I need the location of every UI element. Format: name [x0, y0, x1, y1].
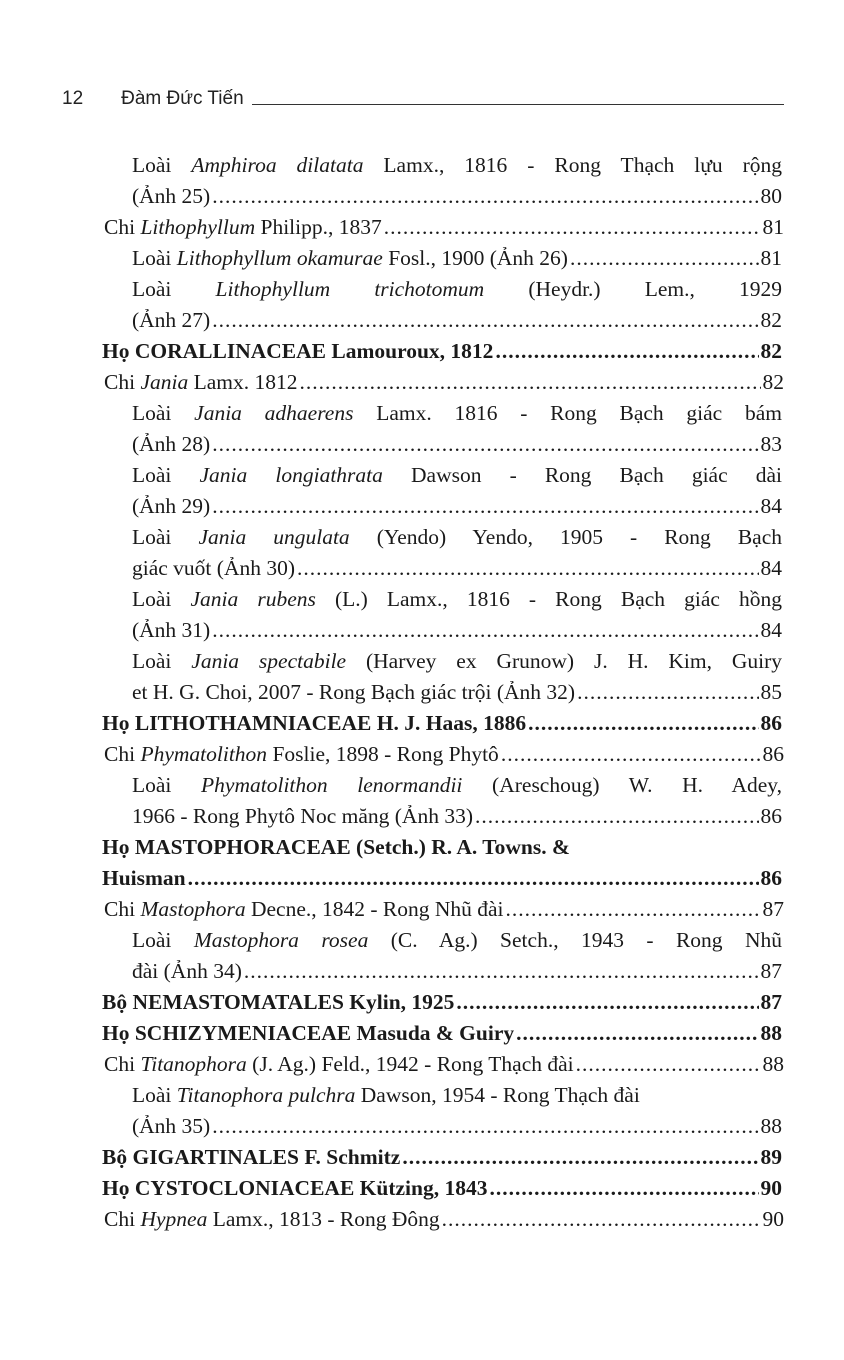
dot-leader: [212, 305, 758, 336]
toc-page-number: 88: [760, 1021, 782, 1045]
toc-entry-first-line: Loài Lithophyllum trichotomum (Heydr.) Lem., 1929: [132, 277, 782, 301]
toc-entry-line: [102, 1018, 782, 1049]
page-header: [62, 84, 784, 110]
table-of-contents: [0, 150, 844, 1235]
taxon-name: Lithophyllum trichotomum: [215, 277, 485, 301]
toc-entry-first-line: Loài Jania longiathrata Dawson - Rong Bạch giác dài: [132, 463, 783, 487]
toc-entry-title: Chi Mastophora Decne., 1842 - Rong Nhũ đài: [104, 897, 504, 921]
toc-entry-title: (Ảnh 27): [132, 308, 211, 332]
toc-entry-line: [104, 1049, 784, 1080]
toc-entry-title: (Ảnh 28): [132, 432, 211, 456]
toc-entry-first-line: Loài Jania adhaerens Lamx. 1816 - Rong Bạch giác bám: [132, 401, 782, 425]
taxon-name: Phymatolithon: [140, 742, 268, 766]
toc-page-number: 80: [760, 184, 782, 208]
toc-entry: [132, 522, 782, 584]
toc-page-number: 90: [760, 1176, 782, 1200]
dot-leader: [576, 1049, 761, 1080]
toc-entry-first-line: Loài Titanophora pulchra Dawson, 1954 - Rong Thạch đài: [132, 1083, 640, 1107]
toc-page-number: 84: [760, 556, 782, 580]
toc-page-number: 86: [760, 866, 782, 890]
toc-entry-first-line: Loài Mastophora rosea (C. Ag.) Setch., 1943 - Rong Nhũ: [132, 928, 782, 952]
toc-page-number: 82: [760, 308, 782, 332]
dot-leader: [244, 956, 759, 987]
toc-entry-title: (Ảnh 31): [132, 618, 211, 642]
toc-entry-line: [132, 491, 782, 522]
toc-entry-title: Họ SCHIZYMENIACEAE Masuda & Guiry: [102, 1021, 515, 1045]
taxon-name: Jania: [140, 370, 189, 394]
toc-entry: [102, 832, 782, 894]
toc-page-number: 87: [762, 897, 784, 921]
toc-entry-line: [132, 553, 782, 584]
toc-page-number: 88: [762, 1052, 784, 1076]
toc-page-number: 81: [760, 246, 782, 270]
toc-page-number: 82: [762, 370, 784, 394]
toc-entry: [132, 646, 782, 708]
dot-leader: [495, 336, 758, 367]
toc-entry-title: Huisman: [102, 866, 186, 890]
toc-entry: [132, 150, 782, 212]
toc-entry: [104, 1049, 784, 1080]
toc-page-number: 81: [762, 215, 784, 239]
toc-entry-line: [102, 708, 782, 739]
toc-entry-first-line: Họ MASTOPHORACEAE (Setch.) R. A. Towns. &: [102, 835, 570, 859]
toc-page-number: 83: [760, 432, 782, 456]
dot-leader: [212, 181, 758, 212]
header-rule: [252, 104, 784, 105]
toc-entry: [102, 708, 782, 739]
toc-entry: [104, 894, 784, 925]
toc-entry: [132, 925, 782, 987]
toc-entry: [102, 1018, 782, 1049]
toc-entry-title: Họ CORALLINACEAE Lamouroux, 1812: [102, 339, 494, 363]
taxon-name: Jania longiathrata: [199, 463, 383, 487]
dot-leader: [188, 863, 759, 894]
taxon-name: Jania spectabile: [191, 649, 347, 673]
toc-entry-line: [104, 894, 784, 925]
dot-leader: [528, 708, 758, 739]
dot-leader: [516, 1018, 758, 1049]
toc-entry-line: [132, 1111, 782, 1142]
dot-leader: [402, 1142, 758, 1173]
toc-page-number: 86: [760, 804, 782, 828]
toc-entry-title: (Ảnh 29): [132, 494, 211, 518]
toc-entry-title: Họ LITHOTHAMNIACEAE H. J. Haas, 1886: [102, 711, 527, 735]
toc-entry: [104, 1204, 784, 1235]
toc-entry-line: [104, 739, 784, 770]
toc-entry: [104, 367, 784, 398]
toc-entry-title: đài (Ảnh 34): [132, 959, 242, 983]
toc-entry: [102, 1173, 782, 1204]
dot-leader: [300, 367, 761, 398]
toc-page-number: 87: [760, 990, 782, 1014]
dot-leader: [212, 615, 758, 646]
taxon-name: Lithophyllum: [140, 215, 256, 239]
taxon-name: Hypnea: [140, 1207, 208, 1231]
toc-page-number: 84: [760, 618, 782, 642]
taxon-name: Mastophora rosea: [193, 928, 369, 952]
dot-leader: [212, 1111, 758, 1142]
toc-entry-first-line: Loài Phymatolithon lenormandii (Areschoug) W. H. Adey,: [132, 773, 783, 797]
dot-leader: [212, 491, 758, 522]
toc-entry-line: [102, 987, 782, 1018]
toc-entry-line: [132, 305, 782, 336]
toc-entry: [132, 274, 782, 336]
toc-entry-line: [102, 336, 782, 367]
toc-entry: [104, 739, 784, 770]
author-name: Đàm Đức Tiến: [121, 88, 244, 109]
toc-entry: [132, 584, 782, 646]
toc-entry-line: [132, 956, 782, 987]
toc-entry-title: Chi Titanophora (J. Ag.) Feld., 1942 - Rong Thạch đài: [104, 1052, 574, 1076]
toc-entry-title: Chi Lithophyllum Philipp., 1837: [104, 215, 382, 239]
taxon-name: Mastophora: [140, 897, 246, 921]
taxon-name: Amphiroa dilatata: [191, 153, 364, 177]
toc-entry-line: [132, 181, 782, 212]
toc-entry-first-line: Loài Jania rubens (L.) Lamx., 1816 - Rong Bạch giác hồng: [132, 587, 782, 611]
dot-leader: [501, 739, 761, 770]
toc-entry-first-line: Loài Jania spectabile (Harvey ex Grunow) J. H. Kim, Guiry: [132, 649, 782, 673]
toc-entry-title: Bộ NEMASTOMATALES Kylin, 1925: [102, 990, 455, 1014]
toc-entry: [132, 243, 782, 274]
toc-page-number: 85: [760, 680, 782, 704]
toc-page-number: 88: [760, 1114, 782, 1138]
page-number: 12: [62, 88, 84, 109]
toc-page-number: 89: [760, 1145, 782, 1169]
dot-leader: [384, 212, 761, 243]
dot-leader: [475, 801, 759, 832]
toc-entry-first-line: Loài Jania ungulata (Yendo) Yendo, 1905 - Rong Bạch: [132, 525, 782, 549]
toc-entry-title: giác vuốt (Ảnh 30): [132, 556, 296, 580]
toc-entry-line: [132, 615, 782, 646]
toc-entry: [132, 398, 782, 460]
toc-page-number: 86: [762, 742, 784, 766]
toc-entry-title: Chi Hypnea Lamx., 1813 - Rong Đông: [104, 1207, 440, 1231]
toc-entry-line: [132, 677, 782, 708]
toc-entry-title: (Ảnh 25): [132, 184, 211, 208]
toc-entry-line: [104, 367, 784, 398]
taxon-name: Titanophora: [140, 1052, 247, 1076]
dot-leader: [456, 987, 758, 1018]
dot-leader: [489, 1173, 758, 1204]
toc-entry-line: [104, 212, 784, 243]
taxon-name: Phymatolithon lenormandii: [201, 773, 463, 797]
toc-entry-title: 1966 - Rong Phytô Noc măng (Ảnh 33): [132, 804, 473, 828]
toc-entry: [132, 460, 782, 522]
taxon-name: Lithophyllum okamurae: [176, 246, 383, 270]
toc-entry-line: [132, 243, 782, 274]
dot-leader: [577, 677, 758, 708]
dot-leader: [570, 243, 759, 274]
toc-entry-title: (Ảnh 35): [132, 1114, 211, 1138]
toc-page-number: 86: [760, 711, 782, 735]
toc-entry-title: Họ CYSTOCLONIACEAE Kützing, 1843: [102, 1176, 488, 1200]
toc-entry-title: et H. G. Choi, 2007 - Rong Bạch giác trội (Ảnh 32): [132, 680, 576, 704]
taxon-name: Jania adhaerens: [194, 401, 354, 425]
taxon-name: Titanophora pulchra: [176, 1083, 356, 1107]
toc-entry: [132, 770, 782, 832]
toc-page-number: 82: [760, 339, 782, 363]
toc-entry-line: [102, 1142, 782, 1173]
dot-leader: [212, 429, 758, 460]
toc-entry-line: [102, 1173, 782, 1204]
dot-leader: [506, 894, 761, 925]
toc-entry-title: Bộ GIGARTINALES F. Schmitz: [102, 1145, 401, 1169]
dot-leader: [442, 1204, 761, 1235]
toc-entry-line: [132, 801, 782, 832]
toc-entry: [102, 987, 782, 1018]
toc-page-number: 84: [760, 494, 782, 518]
toc-entry-title: Chi Phymatolithon Foslie, 1898 - Rong Phytô: [104, 742, 499, 766]
toc-entry-title: Loài Lithophyllum okamurae Fosl., 1900 (Ảnh 26): [132, 246, 568, 270]
dot-leader: [297, 553, 758, 584]
toc-entry: [102, 336, 782, 367]
toc-entry-first-line: Loài Amphiroa dilatata Lamx., 1816 - Rong Thạch lựu rộng: [132, 153, 782, 177]
toc-entry: [104, 212, 784, 243]
toc-entry-title: Chi Jania Lamx. 1812: [104, 370, 298, 394]
taxon-name: Jania ungulata: [198, 525, 350, 549]
toc-entry-line: [104, 1204, 784, 1235]
toc-page-number: 87: [760, 959, 782, 983]
toc-entry-line: [102, 863, 782, 894]
toc-entry-line: [132, 429, 782, 460]
toc-entry: [132, 1080, 782, 1142]
toc-entry: [102, 1142, 782, 1173]
toc-page-number: 90: [762, 1207, 784, 1231]
taxon-name: Jania rubens: [190, 587, 316, 611]
